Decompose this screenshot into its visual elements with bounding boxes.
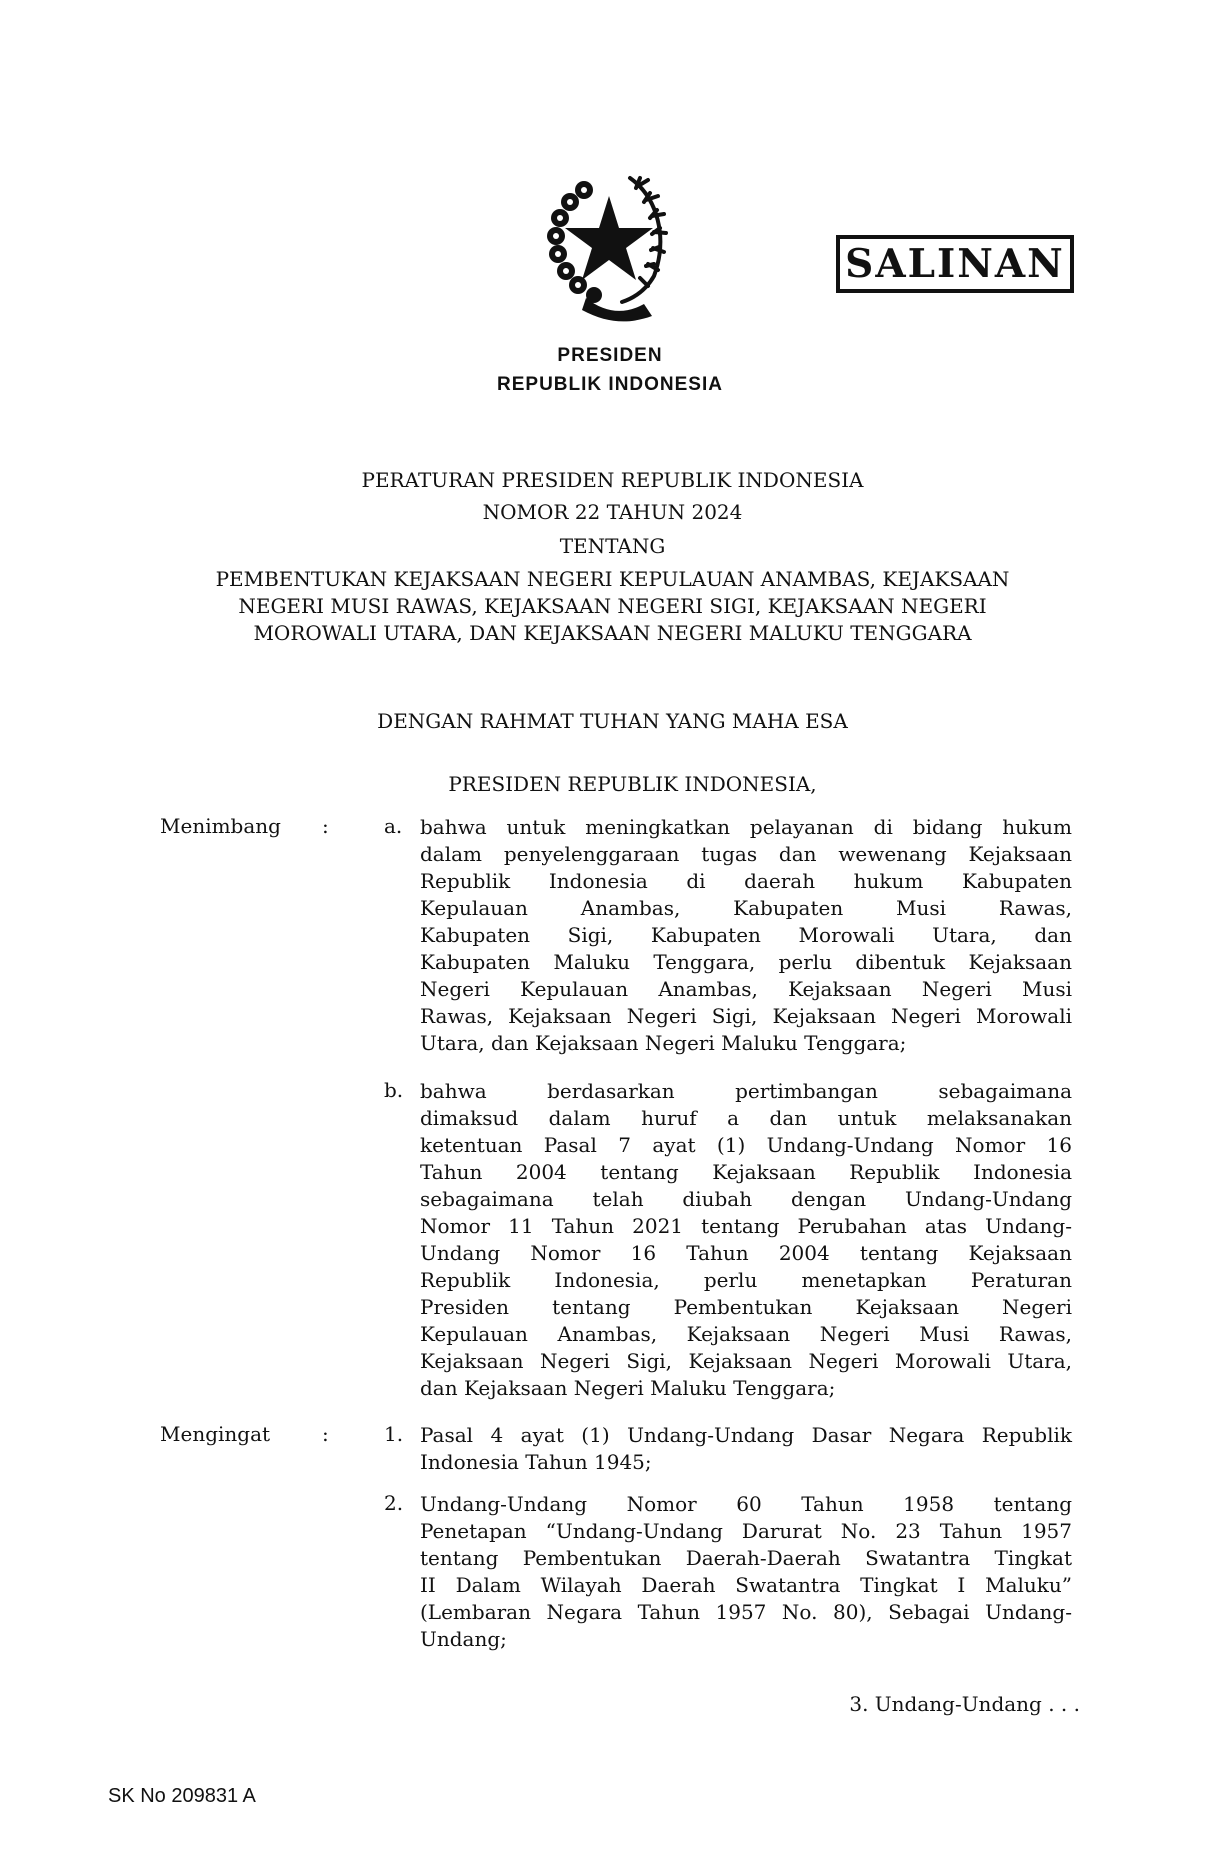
text-line: Kabupaten Maluku Tenggara, perlu dibentuk Kejaksaan: [420, 950, 1072, 974]
text-line: Presiden tentang Pembentukan Kejaksaan Negeri: [420, 1295, 1072, 1319]
title-subject-line-2: NEGERI MUSI RAWAS, KEJAKSAAN NEGERI SIGI, KEJAKSAAN NEGERI: [238, 594, 987, 618]
text-line: Utara, dan Kejaksaan Negeri Maluku Tenggara;: [420, 1031, 907, 1055]
mengingat-label: Mengingat: [160, 1422, 271, 1446]
text-line: Kejaksaan Negeri Sigi, Kejaksaan Negeri Morowali Utara,: [420, 1349, 1072, 1373]
text-line: ketentuan Pasal 7 ayat (1) Undang-Undang Nomor 16: [420, 1133, 1072, 1157]
mengingat-marker-2: 2.: [384, 1491, 404, 1515]
title-tentang: TENTANG: [559, 534, 666, 558]
text-line: Indonesia Tahun 1945;: [420, 1450, 652, 1474]
text-line: bahwa berdasarkan pertimbangan sebagaimana: [420, 1079, 1072, 1103]
menimbang-item-a: [420, 814, 1072, 1057]
menimbang-colon: :: [322, 814, 329, 838]
menimbang-marker-a: a.: [384, 814, 403, 838]
text-line: Undang-Undang Nomor 60 Tahun 1958 tentang: [420, 1492, 1072, 1516]
text-line: Negeri Kepulauan Anambas, Kejaksaan Negeri Musi: [420, 977, 1072, 1001]
text-line: Nomor 11 Tahun 2021 tentang Perubahan atas Undang-: [420, 1214, 1072, 1238]
text-line: sebagaimana telah diubah dengan Undang-Undang: [420, 1187, 1072, 1211]
title-number: NOMOR 22 TAHUN 2024: [482, 500, 743, 524]
emblem-caption-presiden: PRESIDEN: [557, 345, 663, 366]
text-line: Penetapan “Undang-Undang Darurat No. 23 Tahun 1957: [420, 1519, 1072, 1543]
text-line: dalam penyelenggaraan tugas dan wewenang Kejaksaan: [420, 842, 1072, 866]
emblem-caption-republik: REPUBLIK INDONESIA: [497, 374, 723, 395]
title-subject-line-1: PEMBENTUKAN KEJAKSAAN NEGERI KEPULAUAN ANAMBAS, KEJAKSAAN: [215, 567, 1010, 591]
mengingat-marker-1: 1.: [384, 1422, 404, 1446]
text-line: dan Kejaksaan Negeri Maluku Tenggara;: [420, 1376, 836, 1400]
text-line: II Dalam Wilayah Daerah Swatantra Tingkat I Maluku”: [420, 1573, 1072, 1597]
salinan-stamp: [836, 235, 1074, 293]
text-line: Undang Nomor 16 Tahun 2004 tentang Kejaksaan: [420, 1241, 1072, 1265]
document-code: SK No 209831 A: [108, 1785, 256, 1807]
text-line: Undang;: [420, 1627, 507, 1651]
presidential-emblem-icon: [526, 158, 692, 324]
blessing-line: DENGAN RAHMAT TUHAN YANG MAHA ESA: [377, 709, 848, 733]
text-line: Kabupaten Sigi, Kabupaten Morowali Utara, dan: [420, 923, 1072, 947]
mengingat-colon: :: [322, 1422, 329, 1446]
text-line: Pasal 4 ayat (1) Undang-Undang Dasar Negara Republik: [420, 1423, 1072, 1447]
salinan-label: SALINAN: [845, 241, 1065, 287]
title-regulation: PERATURAN PRESIDEN REPUBLIK INDONESIA: [361, 468, 864, 492]
text-line: Rawas, Kejaksaan Negeri Sigi, Kejaksaan Negeri Morowali: [420, 1004, 1072, 1028]
text-line: tentang Pembentukan Daerah-Daerah Swatantra Tingkat: [420, 1546, 1072, 1570]
text-line: Republik Indonesia di daerah hukum Kabupaten: [420, 869, 1072, 893]
text-line: Kepulauan Anambas, Kabupaten Musi Rawas,: [420, 896, 1072, 920]
text-line: (Lembaran Negara Tahun 1957 No. 80), Sebagai Undang-: [420, 1600, 1072, 1624]
text-line: Republik Indonesia, perlu menetapkan Peraturan: [420, 1268, 1072, 1292]
text-line: Tahun 2004 tentang Kejaksaan Republik Indonesia: [420, 1160, 1072, 1184]
text-line: dimaksud dalam huruf a dan untuk melaksanakan: [420, 1106, 1072, 1130]
mengingat-item-1: [420, 1422, 1072, 1476]
mengingat-item-2: [420, 1491, 1072, 1653]
next-page-reference: 3. Undang-Undang . . .: [849, 1692, 1080, 1716]
text-line: bahwa untuk meningkatkan pelayanan di bidang hukum: [420, 815, 1072, 839]
menimbang-marker-b: b.: [384, 1078, 404, 1102]
title-subject-line-3: MOROWALI UTARA, DAN KEJAKSAAN NEGERI MALUKU TENGGARA: [253, 621, 972, 645]
text-line: Kepulauan Anambas, Kejaksaan Negeri Musi Rawas,: [420, 1322, 1072, 1346]
menimbang-item-b: [420, 1078, 1072, 1402]
issuer-line: PRESIDEN REPUBLIK INDONESIA,: [448, 772, 817, 796]
menimbang-label: Menimbang: [160, 814, 281, 838]
